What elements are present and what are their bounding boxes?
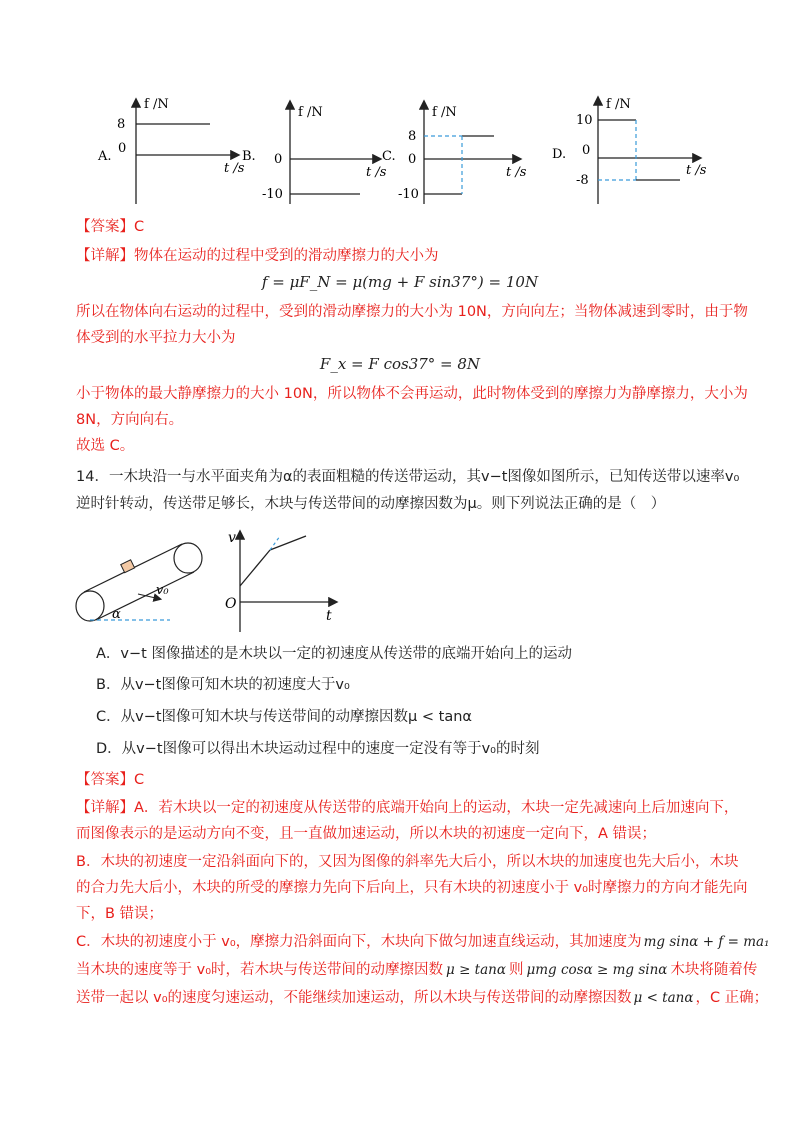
conveyor-belt-diagram — [76, 543, 202, 622]
q13-detail-4: 小于物体的最大静摩擦力的大小 10N，所以物体不会再运动，此时物体受到的摩擦力为静摩擦力，大小为 — [76, 386, 748, 402]
graph-d-y-top: 10 — [576, 113, 593, 128]
q14-detail-c-3 — [76, 988, 768, 1008]
q14-stem-1: 14．一木块沿一与水平面夹角为α的表面粗糙的传送带运动，其v−t图像如图所示，已知传送带以速率v₀ — [76, 469, 740, 485]
graph-c-y-top: 8 — [408, 129, 417, 144]
q14-detail-c-2c: 木块将随着传 — [670, 962, 758, 978]
graph-b-t-unit: t /s — [366, 165, 387, 180]
graph-c-y-zero: 0 — [408, 152, 417, 167]
graph-d — [552, 97, 707, 204]
graph-b-y-unit: f /N — [298, 105, 323, 120]
q13-detail-2: 所以在物体向右运动的过程中，受到的滑动摩擦力的大小为 10N，方向向左；当物体减速到零时，由于物 — [76, 304, 748, 320]
q14-detail-a-2: 而图像表示的是运动方向不变，且一直做加速运动，所以木块的初速度一定向下，A 错误； — [76, 826, 657, 842]
q14-detail-c-1-text: C．木块的初速度小于 v₀，摩擦力沿斜面向下，木块向下做匀加速直线运动，其加速度为 — [76, 934, 642, 950]
q13-detail-1 — [76, 246, 439, 266]
vt-graph-t-label: t — [326, 608, 332, 624]
graph-b-y-zero: 0 — [274, 152, 283, 167]
q13-answer — [76, 217, 144, 237]
q14-answer — [76, 770, 144, 790]
q13-detail-text-1: 物体在运动的过程中受到的滑动摩擦力的大小为 — [134, 248, 439, 264]
graph-a-y-top: 8 — [117, 117, 126, 132]
vt-graph-first-segment — [240, 550, 270, 586]
graph-c-label: C. — [382, 149, 396, 164]
graph-a-label: A. — [98, 149, 112, 164]
graph-a — [97, 97, 245, 204]
q13-option-graphs — [80, 92, 760, 210]
q13-detail-3: 体受到的水平拉力大小为 — [76, 330, 236, 346]
q13-detail-tag: 【详解】 — [76, 248, 134, 264]
q14-detail-a-1 — [76, 798, 738, 818]
q13-answer-value: C — [134, 219, 145, 235]
graph-a-y-zero: 0 — [118, 141, 127, 156]
graph-d-y-zero: 0 — [582, 143, 591, 158]
q14-stem-2: 逆时针转动，传送带足够长，木块与传送带间的动摩擦因数为μ。则下列说法正确的是（ ） — [76, 496, 666, 512]
graph-b-label: B. — [242, 149, 256, 164]
vt-graph — [225, 530, 336, 632]
q13-conclusion: 故选 C。 — [76, 438, 135, 454]
q14-detail-tag: 【详解】 — [76, 800, 134, 816]
q14-detail-b-1: B．木块的初速度一定沿斜面向下的，又因为图像的斜率先大后小，所以木块的加速度也先大后小，木块 — [76, 854, 739, 870]
q14-answer-tag: 【答案】 — [76, 772, 134, 788]
q14-option-d: D．从v−t图像可以得出木块运动过程中的速度一定没有等于v₀的时刻 — [96, 741, 540, 757]
graph-c — [382, 102, 527, 204]
q13-detail-5: 8N，方向向右。 — [76, 412, 184, 428]
q14-detail-c-2a: 当木块的速度等于 v₀时，若木块与传送带间的动摩擦因数 — [76, 962, 444, 978]
q13-formula-2: F_x = F cos37° = 8N — [319, 355, 481, 373]
q14-detail-c-3-math: μ < tanα — [633, 990, 694, 1006]
q14-detail-c-3a: 送带一起以 v₀的速度匀速运动，不能继续加速运动，所以木块与传送带间的动摩擦因数 — [76, 990, 632, 1006]
graph-a-y-unit: f /N — [144, 97, 169, 112]
belt-alpha-label: α — [112, 607, 121, 622]
q14-detail-c-3b: ，C 正确； — [695, 990, 769, 1006]
graph-d-t-unit: t /s — [686, 163, 707, 178]
belt-lower-pulley — [76, 591, 104, 621]
q14-detail-b-3: 下，B 错误； — [76, 906, 164, 922]
q14-detail-a-text: A．若木块以一定的初速度从传送带的底端开始向上的运动，木块一定先减速向上后加速向下， — [134, 800, 739, 816]
graph-d-label: D. — [552, 147, 567, 162]
q13-answer-tag: 【答案】 — [76, 219, 134, 235]
graph-c-y-unit: f /N — [432, 105, 457, 120]
graph-d-y-bottom: -8 — [576, 173, 589, 188]
q14-detail-c-2 — [76, 960, 757, 980]
q14-detail-b-2: 的合力先大后小，木块的所受的摩擦力先向下后向上，只有木块的初速度小于 v₀时摩擦力的方向才能先向 — [76, 880, 748, 896]
q14-option-c: C．从v−t图像可知木块与传送带间的动摩擦因数μ < tanα — [96, 709, 472, 725]
graph-c-y-bottom: -10 — [398, 187, 419, 202]
q14-option-b: B．从v−t图像可知木块的初速度大于v₀ — [96, 677, 350, 693]
wooden-block — [121, 560, 135, 573]
q14-detail-c-2-math2: μmg cosα ≥ mg sinα — [526, 962, 668, 978]
belt-upper-pulley — [174, 543, 202, 573]
graph-a-t-unit: t /s — [224, 161, 245, 176]
graph-b — [242, 102, 387, 204]
q14-detail-c-1-math: mg sinα + f = ma₁ — [643, 934, 770, 950]
q14-detail-c-1 — [76, 932, 769, 952]
graph-d-y-unit: f /N — [606, 97, 631, 112]
vt-graph-origin: O — [225, 596, 237, 612]
q14-detail-c-2-math1: μ ≥ tanα — [446, 962, 506, 978]
vt-graph-v-label: v — [228, 530, 236, 546]
belt-v0-label: v₀ — [156, 583, 169, 598]
graph-c-t-unit: t /s — [506, 165, 527, 180]
q14-answer-value: C — [134, 772, 145, 788]
q14-option-a: A．v−t 图像描述的是木块以一定的初速度从传送带的底端开始向上的运动 — [96, 646, 572, 662]
graph-b-y-bottom: -10 — [262, 187, 283, 202]
q14-detail-c-2b: 则 — [508, 962, 524, 978]
q14-figures — [70, 528, 350, 638]
q13-formula-1: f = μF_N = μ(mg + F sin37°) = 10N — [261, 273, 539, 291]
